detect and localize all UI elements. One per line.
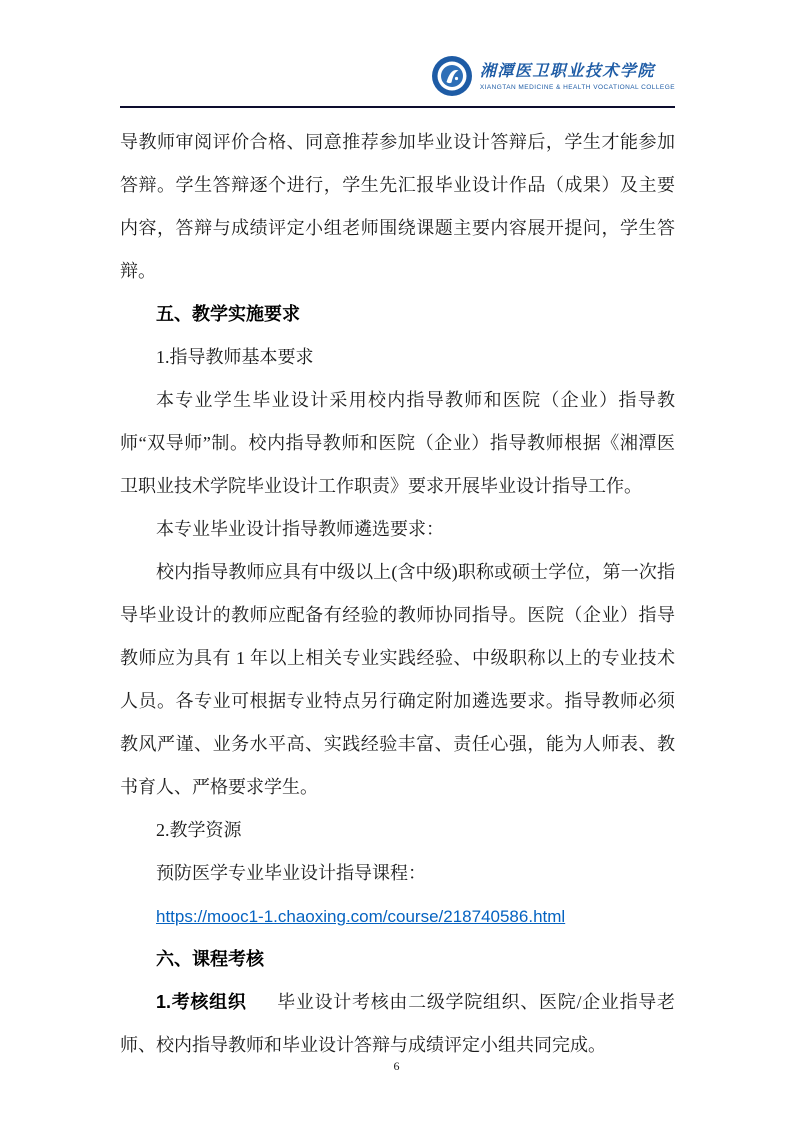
assessment-organization-label: 1.考核组织 bbox=[156, 992, 247, 1012]
paragraph-selection-detail: 校内指导教师应具有中级以上(含中级)职称或硕士学位，第一次指导毕业设计的教师应配备有经验的教师协同指导。医院（企业）指导教师应为具有 1 年以上相关专业实践经验、中级职称以上的专业技术人员。各专业可根据专业特点另行确定附加遴选要求。指导教师必须教风严谨、业务水平高、实践经验丰富、责任心强，能为人师表、教书育人、严格要求学生。 bbox=[120, 562, 675, 797]
course-link[interactable]: https://mooc1-1.chaoxing.com/course/218740586.html bbox=[156, 907, 566, 926]
heading-section5-teaching-implementation: 五、教学实施要求 bbox=[156, 304, 300, 324]
assessment-organization-text: 毕业设计考核由二级学院组织、医院/企业指导老师、校内指导教师和毕业设计答辩与成绩评定小组共同完成。 bbox=[120, 992, 676, 1055]
college-logo bbox=[120, 55, 675, 97]
paragraph-assessment-organization bbox=[120, 981, 675, 1067]
heading-section6-course-assessment: 六、课程考核 bbox=[156, 949, 264, 969]
document-body bbox=[0, 108, 793, 1067]
college-name-block bbox=[480, 62, 675, 91]
document-header bbox=[0, 0, 793, 108]
college-emblem-icon bbox=[431, 55, 473, 97]
paragraph-defense-continuation: 导教师审阅评价合格、同意推荐参加毕业设计答辩后，学生才能参加答辩。学生答辩逐个进行，学生先汇报毕业设计作品（成果）及主要内容，答辩与成绩评定小组老师围绕课题主要内容展开提问，学生答辩。 bbox=[120, 132, 675, 281]
paragraph-selection-intro: 本专业毕业设计指导教师遴选要求： bbox=[156, 519, 444, 539]
paragraph-course-intro: 预防医学专业毕业设计指导课程： bbox=[156, 863, 426, 883]
college-name-zh: 湘潭医卫职业技术学院 bbox=[479, 62, 655, 80]
paragraph-teacher-requirements-title: 1.指导教师基本要求 bbox=[156, 347, 314, 367]
college-name-en: XIANGTAN MEDICINE & HEALTH VOCATIONAL COLLEGE bbox=[479, 83, 675, 91]
paragraph-teaching-resources-title: 2.教学资源 bbox=[156, 820, 242, 840]
page-number: 6 bbox=[393, 1059, 400, 1073]
paragraph-course-link bbox=[120, 895, 675, 938]
paragraph-dual-tutor-system: 本专业学生毕业设计采用校内指导教师和医院（企业）指导教师“双导师”制。校内指导教师和医院（企业）指导教师根据《湘潭医卫职业技术学院毕业设计工作职责》要求开展毕业设计指导工作。 bbox=[120, 390, 675, 496]
